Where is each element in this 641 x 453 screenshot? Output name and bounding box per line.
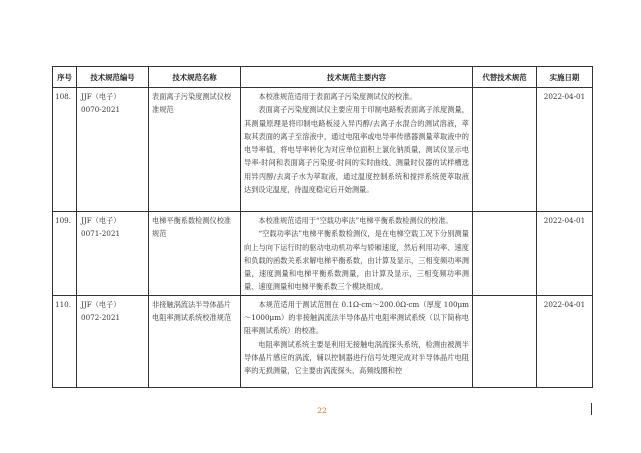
spec-code-prefix: JJF（电子） bbox=[81, 299, 121, 309]
effective-date: 2022-04-01 bbox=[537, 295, 593, 387]
header-date: 实施日期 bbox=[537, 67, 593, 88]
table-row bbox=[53, 212, 593, 296]
content-paragraph: “空载功率法”电梯平衡系数检测仪，是在电梯空载工况下分别测量向上与向下运行时的驱动电动机功率与轿厢速度，然后利用功率、速度和负载的函数关系求解电梯平衡系数，由计算及显示，三相变频功率测量，速度测量和电梯平衡系数测量，由计算及显示，三相变频功率测量、速度测量和电梯平衡系数三个模块组成。 bbox=[244, 229, 469, 292]
spec-table bbox=[52, 66, 593, 388]
spec-code bbox=[77, 212, 149, 296]
margin-mark bbox=[591, 403, 592, 415]
spec-code-number: 0071-2021 bbox=[81, 229, 121, 239]
header-no: 序号 bbox=[53, 67, 77, 88]
content-paragraph: 本校准规范适用于表面离子污染度测试仪的校准。 bbox=[258, 92, 417, 101]
spec-code-prefix: JJF（电子） bbox=[81, 216, 121, 225]
content-paragraph: 表面离子污染度测试仪主要应用于印制电路板表面离子浓度测量，其测量原理是将印制电路板浸入异丙醇/去离子水混合的测试溶液，萃取其表面的离子至溶液中，通过电阻率或电导率传感器测量萃取液中的电导率值，将电导率转化为对应单位面积上氯化钠质量，测试仪显示电导率-时间和表面离子污染度-时间的实时曲线。测量时仪器的试样槽选用异丙醇/去离子水为萃取液，通过温度控制系统和搅拌系统使萃取液达到设定温度，待温度稳定后开始测量。 bbox=[244, 105, 469, 195]
table-header-row bbox=[53, 67, 593, 88]
header-replaced: 代替技术规范 bbox=[473, 67, 537, 88]
spec-code-number: 0070-2021 bbox=[81, 105, 121, 115]
spec-code bbox=[77, 88, 149, 212]
spec-name: 非接触涡流法半导体晶片电阻率测试系统校准规范 bbox=[149, 295, 241, 387]
spec-content bbox=[241, 212, 473, 296]
effective-date: 2022-04-01 bbox=[537, 88, 593, 212]
header-name: 技术规范名称 bbox=[149, 67, 241, 88]
spec-code bbox=[77, 295, 149, 387]
header-content: 技术规范主要内容 bbox=[241, 67, 473, 88]
spec-code-prefix: JJF（电子） bbox=[81, 92, 121, 101]
spec-name: 电梯平衡系数检测仪校准规范 bbox=[149, 212, 241, 296]
row-number: 108. bbox=[53, 88, 77, 212]
spec-content bbox=[241, 88, 473, 212]
table-row bbox=[53, 88, 593, 212]
replaced-spec bbox=[473, 295, 537, 387]
content-paragraph: 电阻率测试系统主要是利用无接触电涡流探头系统，检测由被测半导体晶片感应的涡流，辅以控制器进行信号处理完成对半导体晶片电阻率的无损测量，它主要由涡流探头、高频线圈和控 bbox=[244, 339, 469, 376]
effective-date: 2022-04-01 bbox=[537, 212, 593, 296]
row-number: 110. bbox=[53, 295, 77, 387]
spec-code-number: 0072-2021 bbox=[81, 313, 121, 323]
content-paragraph: 本规范适用于测试范围在 0.1Ω·cm～200.0Ω·cm（厚度 100μm～1000μm）的非接触涡流法半导体晶片电阻率测试系统（以下简称电阻率测试系统）的校准。 bbox=[244, 299, 469, 336]
header-code: 技术规范编号 bbox=[77, 67, 149, 88]
replaced-spec bbox=[473, 88, 537, 212]
table-row bbox=[53, 295, 593, 387]
spec-name: 表面离子污染度测试仪校准规范 bbox=[149, 88, 241, 212]
spec-content bbox=[241, 295, 473, 387]
replaced-spec bbox=[473, 212, 537, 296]
page-number: 22 bbox=[317, 406, 327, 415]
row-number: 109. bbox=[53, 212, 77, 296]
content-paragraph: 本校准规范适用于“空载功率法”电梯平衡系数检测仪的校准。 bbox=[258, 216, 453, 225]
